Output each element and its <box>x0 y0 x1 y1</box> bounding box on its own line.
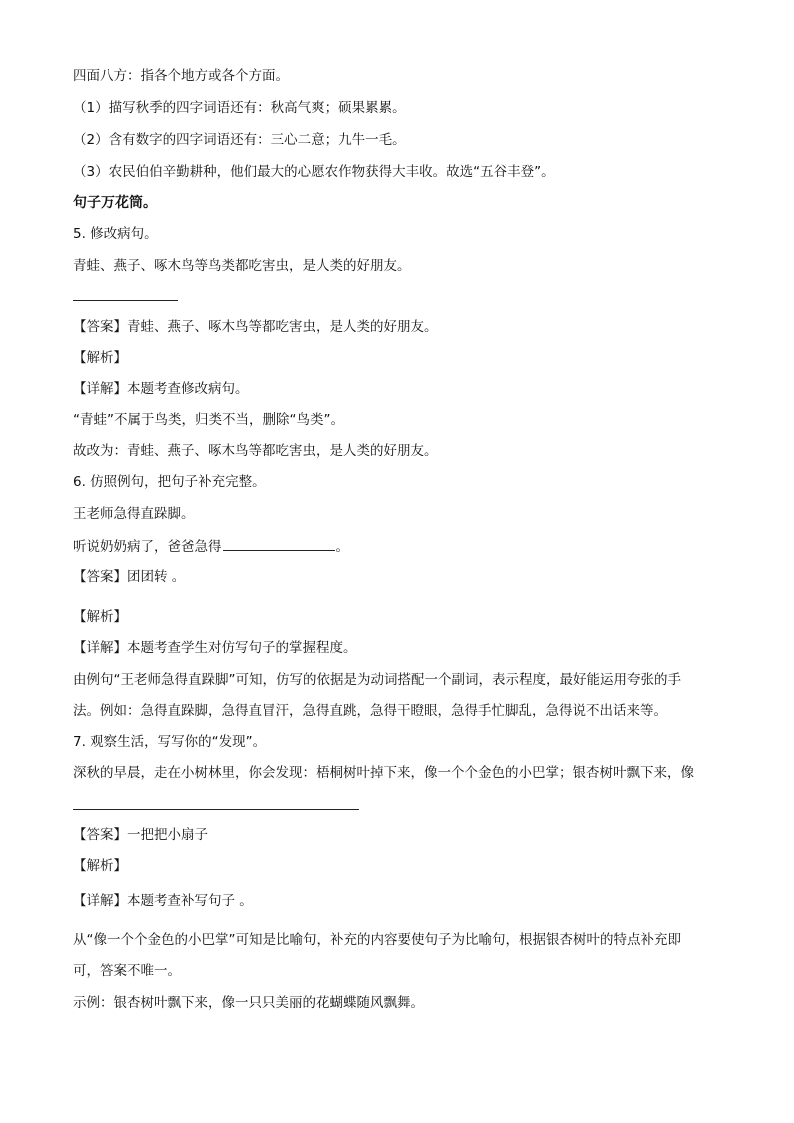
q7-explain-line1: 从“像一个个金色的小巴掌”可知是比喻句，补充的内容要使句子为比喻句，根据银杏树叶的特点补充即 <box>73 932 681 948</box>
q5-explain: “青蛙”不属于鸟类，归类不当，删除“鸟类”。 <box>73 412 344 428</box>
q6-explain-line2: 法。例如：急得直跺脚，急得直冒汗，急得直跳，急得干瞪眼，急得手忙脚乱，急得说不出话来等。 <box>73 703 667 719</box>
q7-detail: 【详解】本题考查补写句子 。 <box>73 893 253 909</box>
section-heading: 句子万花筒。 <box>73 195 157 211</box>
q5-sentence: 青蛙、燕子、啄木鸟等鸟类都吃害虫，是人类的好朋友。 <box>73 258 411 274</box>
q7-explain-line2: 可，答案不唯一。 <box>73 963 181 979</box>
q7-answer: 【答案】一把把小扇子 <box>73 827 208 843</box>
q7-sentence: 深秋的早晨，走在小树林里，你会发现：梧桐树叶掉下来，像一个个金色的小巴掌；银杏树叶飘下来，像 <box>73 765 694 781</box>
q5-detail: 【详解】本题考查修改病句。 <box>73 381 249 397</box>
q6-analysis-label: 【解析】 <box>73 609 127 625</box>
q7-example: 示例：银杏树叶飘下来，像一只只美丽的花蝴蝶随风飘舞。 <box>73 995 424 1011</box>
q6-title: 6. 仿照例句，把句子补充完整。 <box>73 474 266 490</box>
q6-fill-blank <box>223 536 335 551</box>
q5-analysis-label: 【解析】 <box>73 350 127 366</box>
q5-answer-blank <box>73 300 178 301</box>
q5-title: 5. 修改病句。 <box>73 226 158 242</box>
sifang-definition: 四面八方：指各个地方或各个方面。 <box>73 68 289 84</box>
q7-answer-blank <box>73 809 359 810</box>
q5-answer: 【答案】青蛙、燕子、啄木鸟等都吃害虫，是人类的好朋友。 <box>73 319 438 335</box>
q6-detail: 【详解】本题考查学生对仿写句子的掌握程度。 <box>73 640 357 656</box>
q7-title: 7. 观察生活，写写你的“发现”。 <box>73 734 267 750</box>
q6-prompt-after: 。 <box>335 539 349 555</box>
q6-example: 王老师急得直跺脚。 <box>73 506 195 522</box>
q6-prompt <box>73 536 349 556</box>
q6-explain-line1: 由例句“王老师急得直跺脚”可知，仿写的依据是为动词搭配一个副词，表示程度，最好能运用夸张的手 <box>73 672 681 688</box>
answer-item-3: （3）农民伯伯辛勤耕种，他们最大的心愿农作物获得大丰收。故选“五谷丰登”。 <box>73 164 555 180</box>
q6-prompt-before: 听说奶奶病了，爸爸急得 <box>73 539 222 555</box>
q5-corrected: 故改为：青蛙、燕子、啄木鸟等都吃害虫，是人类的好朋友。 <box>73 443 438 459</box>
q6-answer: 【答案】团团转 。 <box>73 569 186 585</box>
q7-analysis-label: 【解析】 <box>73 858 127 874</box>
answer-item-2: （2）含有数字的四字词语还有：三心二意；九牛一毛。 <box>73 132 406 148</box>
answer-item-1: （1）描写秋季的四字词语还有：秋高气爽；硕果累累。 <box>73 100 406 116</box>
